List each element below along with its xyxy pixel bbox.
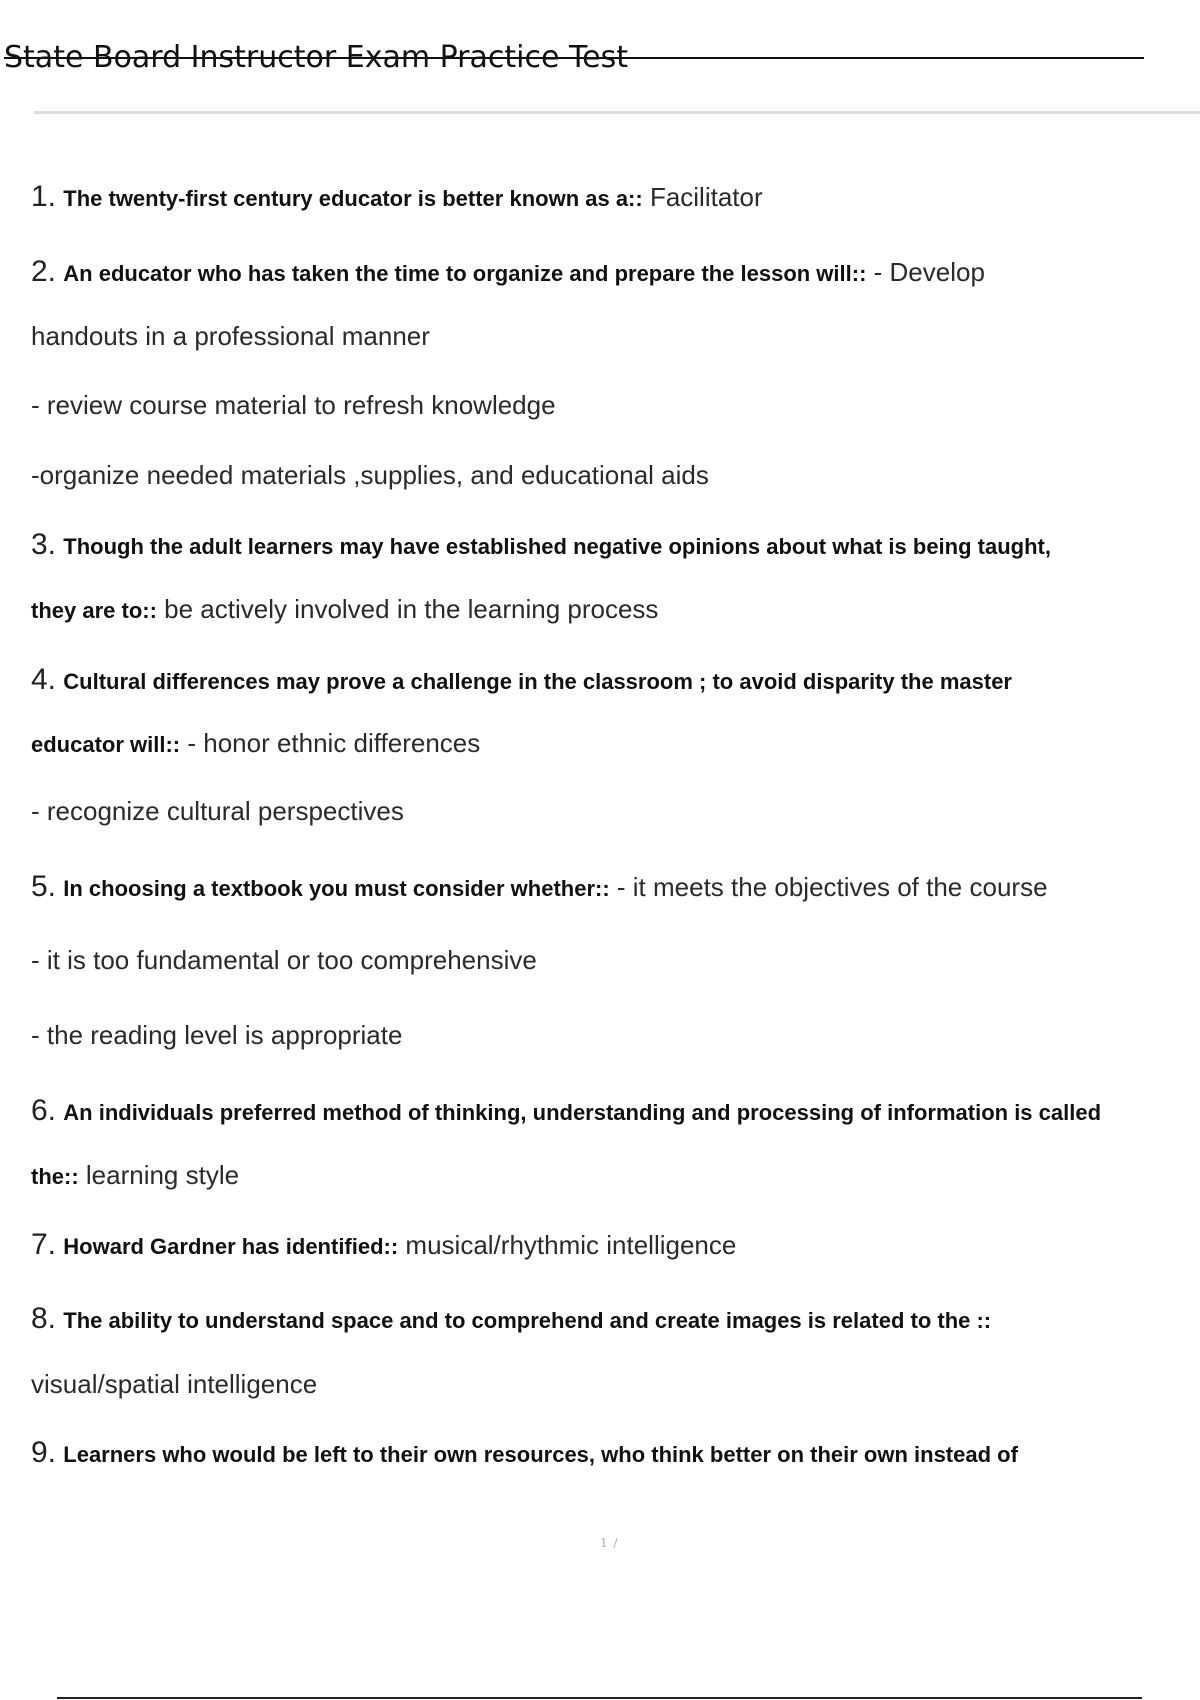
- list-item: [31, 528, 1051, 562]
- list-item: [31, 870, 1048, 904]
- answer-line: handouts in a professional manner: [31, 321, 430, 351]
- list-item: [31, 180, 763, 214]
- answer-text: Facilitator: [642, 182, 763, 212]
- question-continuation-line: [31, 728, 480, 759]
- question-text: An individuals preferred method of thinking, understanding and processing of information is called: [63, 1100, 1102, 1125]
- question-text: Cultural differences may prove a challenge in the classroom ; to avoid disparity the master: [63, 669, 1012, 694]
- list-item: [31, 663, 1012, 697]
- list-item: [31, 1436, 1018, 1470]
- question-text: Learners who would be left to their own resources, who think better on their own instead of: [63, 1442, 1018, 1467]
- question-continuation-line: [31, 594, 658, 625]
- answer-text: be actively involved in the learning process: [156, 594, 659, 624]
- item-number: 4.: [31, 663, 57, 696]
- list-item: [31, 255, 985, 289]
- answer-line: - review course material to refresh knowledge: [31, 390, 556, 420]
- question-text: The ability to understand space and to comprehend and create images is related to the ::: [63, 1308, 992, 1333]
- header-divider: [34, 111, 1200, 114]
- document-header: [4, 36, 1144, 80]
- answer-line: - it is too fundamental or too comprehensive: [31, 945, 537, 975]
- page-number: 1 /: [600, 1536, 619, 1550]
- item-number: 1.: [31, 180, 57, 213]
- item-number: 2.: [31, 255, 57, 288]
- list-item: [31, 1228, 736, 1262]
- answer-text: - Develop: [866, 257, 985, 287]
- title-strikethrough-rule: [4, 57, 1144, 59]
- question-text: Howard Gardner has identified::: [63, 1234, 399, 1259]
- question-text: educator will::: [31, 732, 181, 757]
- answer-text: learning style: [78, 1160, 240, 1190]
- list-item: [31, 1302, 991, 1336]
- answer-line: visual/spatial intelligence: [31, 1369, 318, 1399]
- document-title: State Board Instructor Exam Practice Test: [4, 40, 629, 75]
- answer-text: musical/rhythmic intelligence: [398, 1230, 737, 1260]
- list-item: [31, 1094, 1101, 1128]
- item-number: 7.: [31, 1228, 57, 1261]
- question-text: An educator who has taken the time to organize and prepare the lesson will::: [63, 261, 867, 286]
- answer-line: - the reading level is appropriate: [31, 1020, 403, 1050]
- item-number: 5.: [31, 870, 57, 903]
- item-number: 8.: [31, 1302, 57, 1335]
- item-number: 3.: [31, 528, 57, 561]
- answer-text: - it meets the objectives of the course: [609, 872, 1048, 902]
- answer-line: -organize needed materials ,supplies, and educational aids: [31, 460, 709, 490]
- question-text: The twenty-first century educator is better known as a::: [63, 186, 643, 211]
- answer-line: - recognize cultural perspectives: [31, 796, 404, 826]
- question-text: the::: [31, 1164, 79, 1189]
- item-number: 9.: [31, 1436, 57, 1469]
- question-text: Though the adult learners may have established negative opinions about what is being taught,: [63, 534, 1051, 559]
- question-text: they are to::: [31, 598, 157, 623]
- answer-text: - honor ethnic differences: [180, 728, 481, 758]
- item-number: 6.: [31, 1094, 57, 1127]
- question-continuation-line: [31, 1160, 239, 1191]
- footer-rule: [57, 1697, 1142, 1699]
- question-text: In choosing a textbook you must consider whether::: [63, 876, 610, 901]
